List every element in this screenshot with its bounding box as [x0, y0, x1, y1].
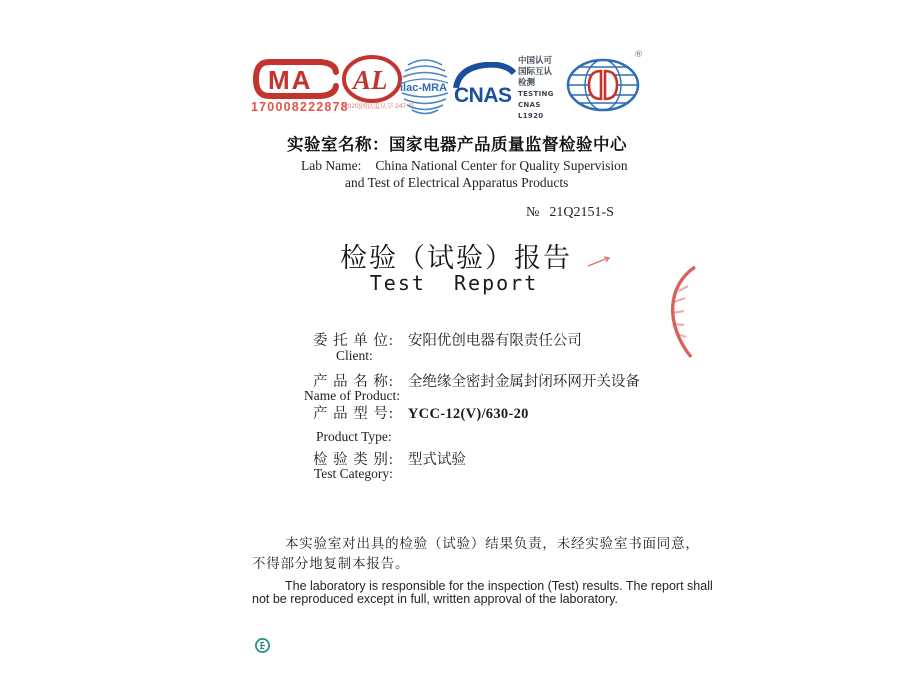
al-oval-icon	[340, 55, 404, 105]
cma-logo	[252, 57, 340, 101]
statement-en-line2: not be reproduced except in full, written approval of the laboratory.	[252, 592, 618, 606]
pen-mark-icon	[586, 255, 612, 269]
accreditation-line-1: 中国认可	[518, 56, 553, 66]
field-row-product-type	[313, 402, 529, 423]
al-letters: AL	[353, 65, 388, 95]
document-seal-icon	[254, 637, 271, 654]
report-title-cn: 检验（试验）报告	[340, 243, 572, 274]
ilac-mra-label: ilac-MRA	[400, 82, 448, 94]
cma-bracket-icon	[252, 57, 340, 101]
al-logo	[340, 55, 404, 105]
globe-logo	[565, 58, 641, 112]
field-label-cn: 产 品 型 号:	[313, 406, 394, 422]
field-label-cn: 产 品 名 称:	[313, 374, 394, 390]
accreditation-text	[518, 56, 564, 122]
report-number	[526, 205, 614, 221]
cma-letters: MA	[268, 65, 313, 95]
fingerprint-globe-icon	[398, 53, 452, 117]
statement-cn-line1: 本实验室对出具的检验（试验）结果负责，未经实验室书面同意，	[285, 536, 700, 551]
statement-cn-line2: 不得部分地复制本报告。	[252, 556, 410, 571]
lab-name-en-line1: China National Center for Quality Supervision	[375, 158, 628, 173]
cnas-letters: CNAS	[454, 84, 512, 107]
cma-number: 170008222878	[251, 100, 349, 114]
al-accreditation-note: (2020)国认监认字 247 号	[342, 103, 415, 110]
report-title-en: Test Report	[369, 271, 539, 295]
ilac-mra-logo	[398, 53, 452, 117]
field-label-en: Client:	[336, 348, 373, 363]
accreditation-line-5: CNAS L1920	[518, 101, 544, 120]
field-label-cn: 检 验 类 别:	[313, 452, 394, 468]
accreditation-line-4: TESTING	[518, 90, 554, 98]
report-number-value: 21Q2151-S	[549, 205, 614, 220]
field-value: 型式试验	[407, 452, 466, 468]
numero-symbol: №	[526, 205, 540, 220]
field-value: YCC-12(V)/630-20	[407, 406, 529, 422]
field-label-en: Test Category:	[314, 466, 393, 481]
lab-name-en-line2: and Test of Electrical Apparatus Products	[345, 175, 569, 190]
cnas-logo	[453, 62, 517, 108]
field-label-cn: 委 托 单 位:	[313, 333, 394, 349]
field-row-client	[313, 329, 582, 350]
field-value: 安阳优创电器有限责任公司	[407, 333, 582, 349]
field-label-en: Name of Product:	[304, 388, 400, 403]
red-stamp-icon	[655, 265, 705, 359]
globe-icon	[565, 58, 641, 112]
statement-en-line1: The laboratory is responsible for the inspection (Test) results. The report shall	[285, 579, 713, 593]
accreditation-line-3: 检测	[518, 78, 536, 88]
field-label-en: Product Type:	[316, 429, 392, 444]
accreditation-line-2: 国际互认	[518, 67, 553, 77]
field-value: 全绝缘全密封金属封闭环网开关设备	[407, 374, 640, 390]
lab-name-cn: 实验室名称：国家电器产品质量监督检验中心	[287, 135, 627, 154]
cnas-swoosh-icon	[453, 62, 517, 108]
lab-name-en-label: Lab Name:	[301, 158, 362, 173]
registered-trademark-symbol: ®	[634, 50, 643, 60]
